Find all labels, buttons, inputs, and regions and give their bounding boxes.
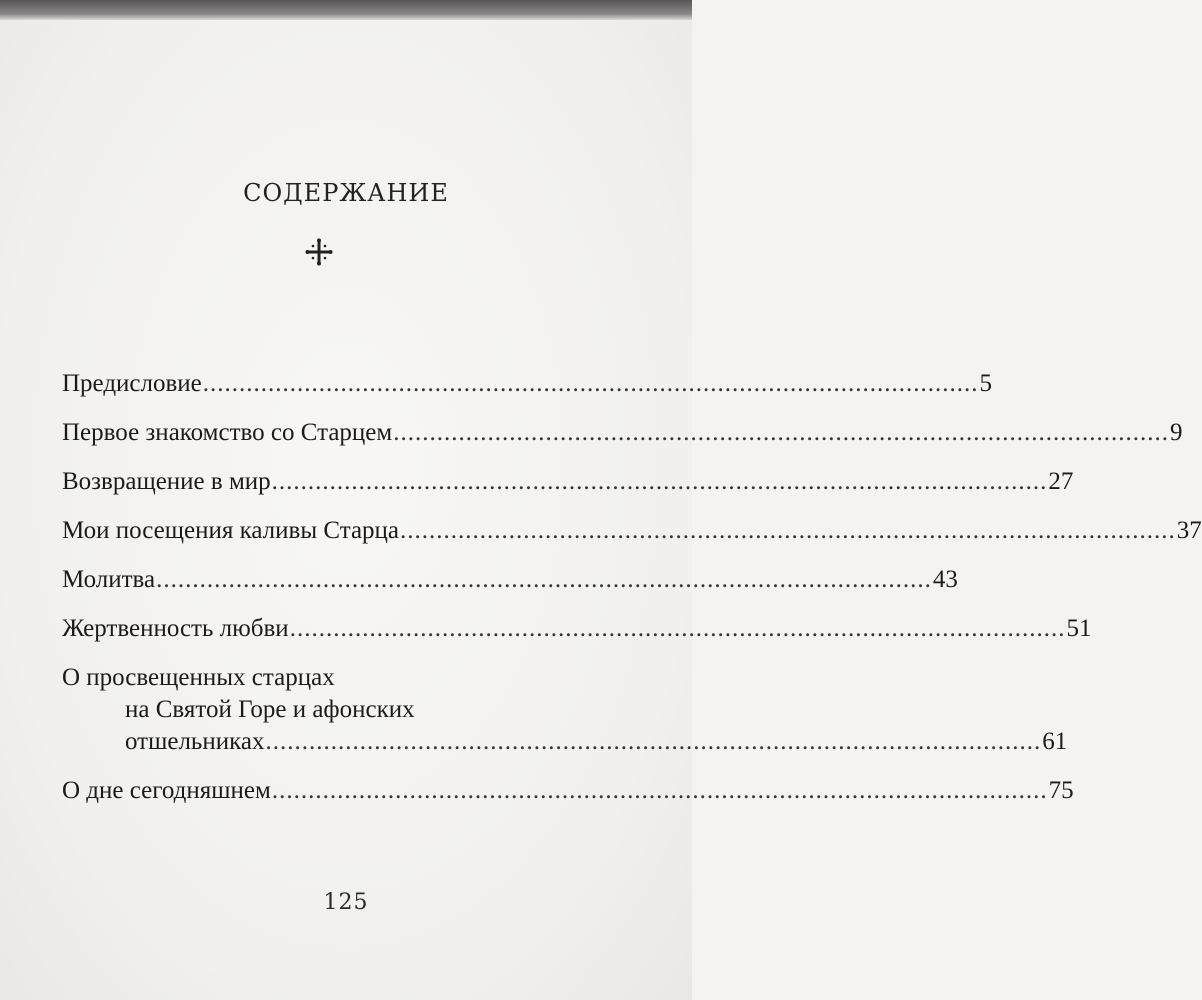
toc-entry-title-line: на Святой Горе и афонских [125, 696, 415, 723]
dot-leader: ........................................................................................................... [271, 468, 1048, 495]
toc-entry-last-line [62, 726, 1068, 758]
dot-leader: ........................................................................................................... [156, 566, 932, 593]
toc-entry-page: 75 [1048, 777, 1074, 804]
toc-entry[interactable] [62, 417, 1183, 449]
toc-entry[interactable] [62, 515, 1202, 547]
scan-top-edge [0, 0, 692, 20]
dot-leader: ........................................................................................................... [289, 615, 1066, 642]
toc-entry-title: О дне сегодняшнем [62, 777, 271, 804]
toc-entry-title-line: О просвещенных старцах [62, 664, 335, 691]
table-of-contents [62, 368, 1202, 807]
toc-entry-title: Возвращение в мир [62, 468, 271, 495]
cross-ornament-icon [305, 238, 333, 266]
toc-entry-title-line: отшельниках [125, 728, 265, 755]
toc-entry-title: Мои посещения каливы Старца [62, 517, 400, 544]
toc-entry-title: Жертвенность любви [62, 615, 289, 642]
toc-entry-multiline[interactable] [62, 662, 1068, 758]
toc-entry-page: 5 [979, 370, 993, 397]
dot-leader: ........................................................................................................... [393, 419, 1169, 446]
toc-entry-title: Молитва [62, 566, 156, 593]
dot-leader: ........................................................................................................... [265, 728, 1042, 755]
toc-entry[interactable] [62, 564, 958, 596]
toc-entry-title: Предисловие [62, 370, 202, 397]
toc-entry-page: 27 [1048, 468, 1074, 495]
toc-entry-page: 61 [1042, 728, 1068, 755]
page-title: содержание [243, 170, 449, 210]
toc-entry-page: 43 [932, 566, 958, 593]
toc-entry-page: 9 [1169, 419, 1183, 446]
toc-entry-page: 51 [1066, 615, 1092, 642]
toc-entry-page: 37 [1176, 517, 1202, 544]
page-number: 125 [323, 890, 369, 915]
toc-entry[interactable] [62, 368, 993, 400]
dot-leader: ........................................................................................................... [202, 370, 979, 397]
dot-leader: ........................................................................................................... [400, 517, 1176, 544]
toc-entry-title: Первое знакомство со Старцем [62, 419, 393, 446]
dot-leader: ........................................................................................................... [271, 777, 1048, 804]
toc-entry[interactable] [62, 775, 1074, 807]
toc-entry[interactable] [62, 466, 1074, 498]
toc-entry[interactable] [62, 613, 1092, 645]
